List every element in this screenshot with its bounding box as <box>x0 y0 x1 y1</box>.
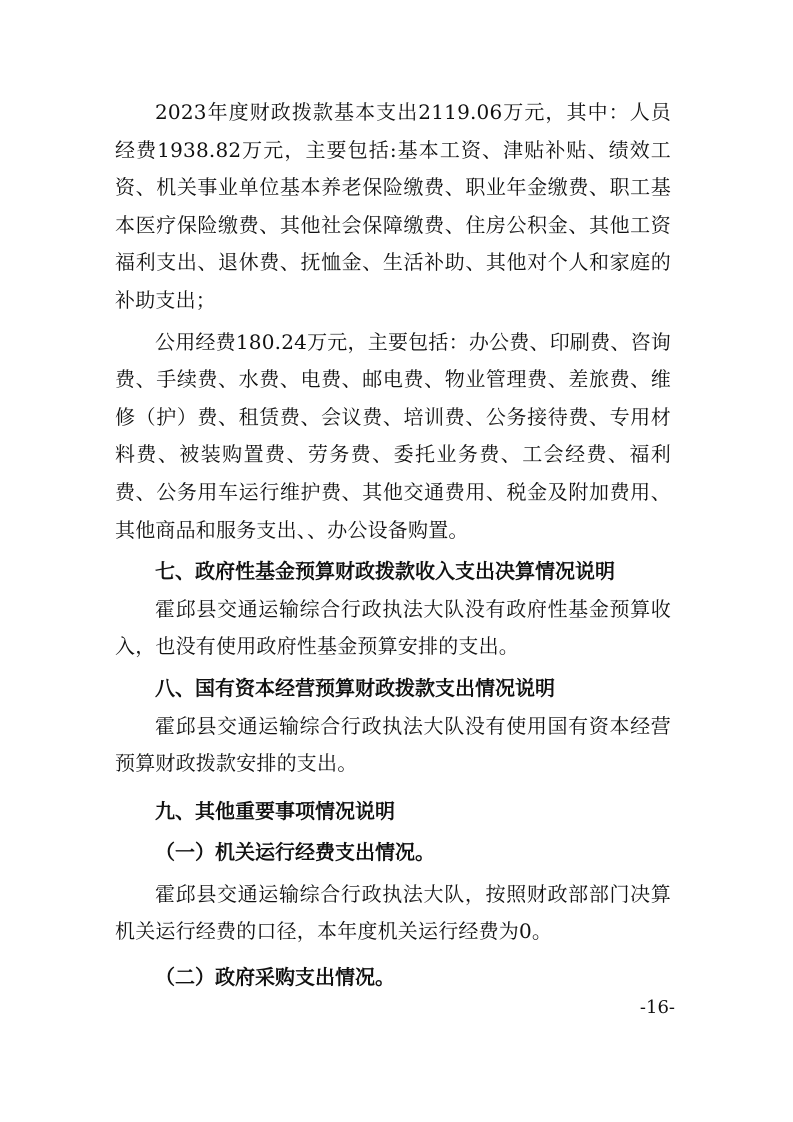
page-number: -16- <box>639 997 675 1018</box>
basic-expense-paragraph: 2023年度财政拨款基本支出2119.06万元，其中：人员经费1938.82万元，主要包括:基本工资、津贴补贴、绩效工资、机关事业单位基本养老保险缴费、职业年金缴费、职工基本医疗保险缴费、其他社会保障缴费、住房公积金、其他工资福利支出、退休费、抚恤金、生活补助、其他对个人和家庭的补助支出； <box>115 100 671 312</box>
section-8-heading: 八、国有资本经营预算财政拨款支出情况说明 <box>155 675 555 700</box>
section-7-body: 霍邱县交通运输综合行政执法大队没有政府性基金预算收入，也没有使用政府性基金预算安排的支出。 <box>115 596 671 659</box>
subsection-2-heading: （二）政府采购支出情况。 <box>155 965 395 990</box>
section-9-heading: 九、其他重要事项情况说明 <box>155 798 395 823</box>
section-8-body: 霍邱县交通运输综合行政执法大队没有使用国有资本经营预算财政拨款安排的支出。 <box>115 713 671 776</box>
public-expense-paragraph: 公用经费180.24万元，主要包括：办公费、印刷费、咨询费、手续费、水费、电费、邮电费、物业管理费、差旅费、维修（护）费、租赁费、会议费、培训费、公务接待费、专用材料费、被装购置费、劳务费、委托业务费、工会经费、福利费、公务用车运行维护费、其他交通费用、税金及附加费用、其他商品和服务支出、、办公设备购置。 <box>115 329 671 542</box>
subsection-1-heading: （一）机关运行经费支出情况。 <box>155 840 435 865</box>
document-body <box>115 94 671 997</box>
section-7-heading: 七、政府性基金预算财政拨款收入支出决算情况说明 <box>155 559 615 584</box>
subsection-1-body: 霍邱县交通运输综合行政执法大队，按照财政部部门决算机关运行经费的口径，本年度机关运行经费为0。 <box>115 881 671 944</box>
